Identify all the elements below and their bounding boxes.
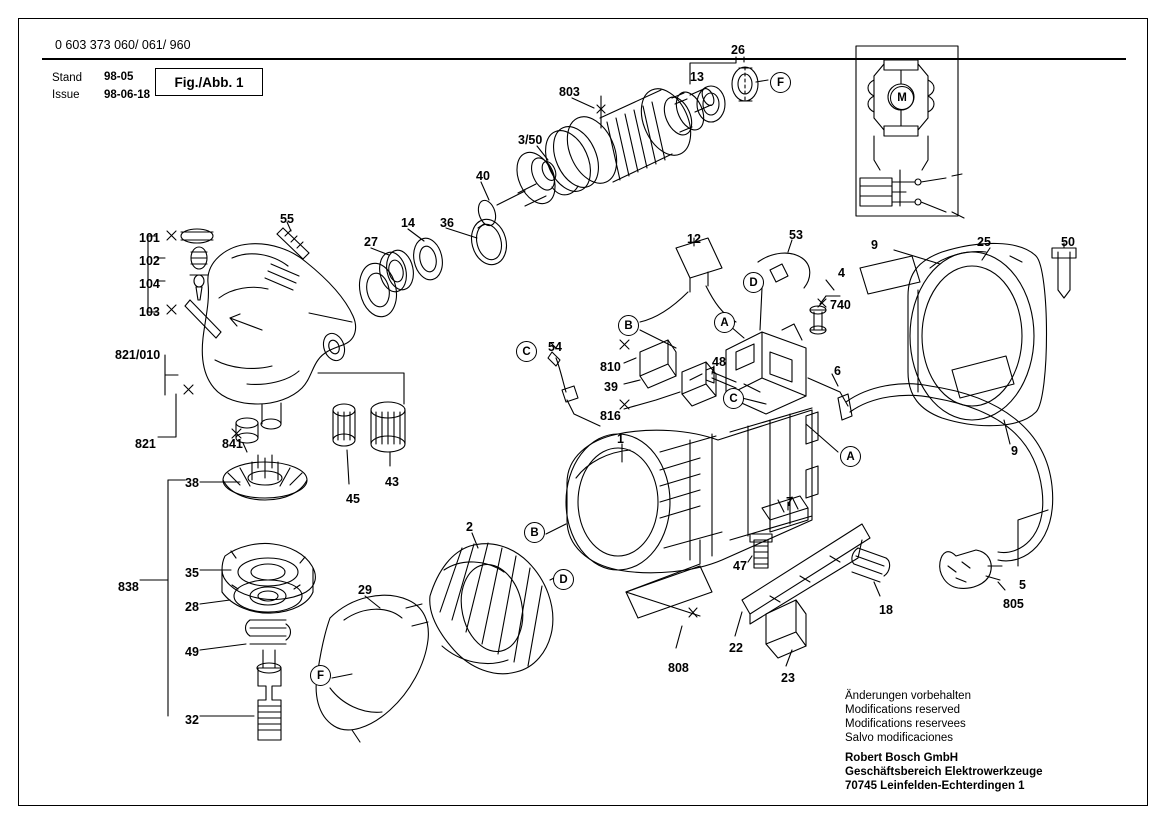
- footer-notes-line-4: Salvo modificaciones: [845, 732, 954, 744]
- callout-25: 25: [977, 235, 991, 249]
- stand-label: Stand: [52, 72, 83, 84]
- screw-marker-740: [818, 299, 826, 307]
- leader-816: [624, 392, 680, 409]
- company-address: 70745 Leinfelden-Echterdingen 1: [845, 780, 1025, 792]
- callout-39: 39: [604, 380, 618, 394]
- screw-48: [706, 367, 736, 388]
- label-9b: [952, 356, 1014, 398]
- rail-22: [742, 524, 870, 624]
- leader-27: [371, 248, 389, 255]
- callout-816: 816: [600, 409, 621, 423]
- bracket-23: [766, 600, 806, 658]
- callout-838: 838: [118, 580, 139, 594]
- leader-43-top: [318, 373, 404, 404]
- label-9a: [860, 256, 920, 294]
- callout-7: 7: [786, 495, 793, 509]
- leader-22: [735, 612, 742, 636]
- callout-740: 740: [830, 298, 851, 312]
- leader-841: [243, 443, 247, 452]
- leader-45: [347, 450, 349, 484]
- callout-803: 803: [559, 85, 580, 99]
- spindle-32: [257, 663, 281, 740]
- marker-M-schematic: M: [890, 86, 914, 110]
- leader-39: [624, 380, 640, 384]
- marker-B-lower: B: [524, 522, 545, 543]
- wire-54-b: [567, 400, 600, 426]
- footer-notes-line-3: Modifications reservees: [845, 718, 966, 730]
- callout-27: 27: [364, 235, 378, 249]
- callout-53: 53: [789, 228, 803, 242]
- bevel-gear-38: [223, 455, 307, 500]
- callout-50: 50: [1061, 235, 1075, 249]
- marker-F-lower: F: [310, 665, 331, 686]
- callout-5: 5: [1019, 578, 1026, 592]
- callout-29: 29: [358, 583, 372, 597]
- schematic-lead-a: [952, 174, 962, 176]
- callout-35: 35: [185, 566, 199, 580]
- power-cord: [838, 384, 1053, 589]
- leader-A2: [806, 424, 838, 452]
- spring-18: [852, 548, 890, 582]
- motor-housing-1: [566, 408, 818, 573]
- callout-4: 4: [838, 266, 845, 280]
- clamp-7: [762, 496, 808, 532]
- marker-A-upper: A: [714, 312, 735, 333]
- knob-45: [333, 404, 355, 446]
- leader-4: [826, 280, 840, 296]
- leader-9b: [1004, 420, 1010, 444]
- stator-2: [430, 543, 553, 674]
- callout-12: 12: [687, 232, 701, 246]
- callout-101: 101: [139, 231, 160, 245]
- fan-cover-29: [316, 595, 428, 742]
- callout-821-010: 821/010: [115, 348, 161, 362]
- bearing-27: [376, 248, 417, 295]
- sleeve-740: [810, 306, 826, 334]
- leader-14: [408, 229, 424, 241]
- leader-29: [365, 596, 380, 608]
- small-parts-stack: [167, 229, 221, 338]
- callout-49: 49: [185, 645, 199, 659]
- connector-53: [770, 264, 788, 282]
- bracket-821: [165, 355, 178, 395]
- footer-notes-line-2: Modifications reserved: [845, 704, 961, 716]
- bearing-plate-28: [222, 568, 313, 613]
- part-numbers: 0 603 373 060/ 061/ 960: [55, 38, 191, 52]
- ring-36: [467, 215, 512, 268]
- bracket-101-103: [148, 236, 157, 312]
- spring-49: [246, 620, 291, 668]
- screw-marker-821: [184, 385, 193, 394]
- washer-14: [410, 236, 446, 283]
- callout-14: 14: [401, 216, 415, 230]
- callout-26: 26: [731, 43, 745, 57]
- cover-25: [908, 243, 1047, 425]
- leader-49: [200, 644, 246, 650]
- leader-805: [998, 582, 1005, 590]
- leader-18: [874, 582, 880, 596]
- company-name: Robert Bosch GmbH: [845, 752, 959, 764]
- callout-48: 48: [712, 355, 726, 369]
- marker-F-top: F: [770, 72, 791, 93]
- callout-805: 805: [1003, 597, 1024, 611]
- callout-3-50: 3/50: [518, 133, 543, 147]
- leader-B1: [640, 330, 676, 348]
- callout-2: 2: [466, 520, 473, 534]
- leader-B2: [546, 524, 566, 534]
- brush-holder-39: [640, 340, 676, 388]
- capacitor-12: [640, 238, 736, 322]
- leader-810: [624, 358, 636, 363]
- callout-18: 18: [879, 603, 893, 617]
- screw-marker-810: [620, 340, 629, 349]
- bearing-cap-27b: [355, 260, 401, 320]
- callout-9-bottom: 9: [1011, 444, 1018, 458]
- leader-808-b: [626, 592, 700, 616]
- callout-32: 32: [185, 713, 199, 727]
- callout-40: 40: [476, 169, 490, 183]
- callout-28: 28: [185, 600, 199, 614]
- callout-102: 102: [139, 254, 160, 268]
- leader-D1: [760, 288, 762, 330]
- leader-C2: [742, 398, 766, 404]
- knob-43: [371, 402, 405, 452]
- leader-F2: [332, 674, 352, 678]
- wiring-schematic: [856, 46, 958, 216]
- leader-803: [572, 98, 594, 108]
- callout-55: 55: [280, 212, 294, 226]
- callout-23: 23: [781, 671, 795, 685]
- callout-9-top: 9: [871, 238, 878, 252]
- leader-40: [481, 182, 489, 200]
- callout-103: 103: [139, 305, 160, 319]
- marker-A-lower: A: [840, 446, 861, 467]
- callout-104: 104: [139, 277, 160, 291]
- washer-40: [475, 198, 498, 228]
- leader-821: [158, 394, 176, 437]
- callout-43: 43: [385, 475, 399, 489]
- wire-6: [808, 378, 848, 406]
- callout-47: 47: [733, 559, 747, 573]
- callout-808: 808: [668, 661, 689, 675]
- nameplate-label: [626, 566, 712, 618]
- callout-821: 821: [135, 437, 156, 451]
- screw-55: [277, 228, 309, 259]
- callout-22: 22: [729, 641, 743, 655]
- callout-36: 36: [440, 216, 454, 230]
- leader-47: [748, 556, 752, 562]
- callout-54: 54: [548, 340, 562, 354]
- gear-head-housing: [202, 244, 355, 429]
- marker-C-left: C: [516, 341, 537, 362]
- leader-housing: [309, 313, 352, 322]
- callout-13: 13: [690, 70, 704, 84]
- issue-value: 98-06-18: [104, 89, 151, 101]
- marker-C-right: C: [723, 388, 744, 409]
- marker-D-lower: D: [553, 569, 574, 590]
- callout-6: 6: [834, 364, 841, 378]
- leader-23: [786, 650, 792, 666]
- callout-1: 1: [617, 432, 624, 446]
- figure-label-box: Fig./Abb. 1: [155, 68, 263, 96]
- screw-50: [1052, 248, 1076, 298]
- marker-B-upper: B: [618, 315, 639, 336]
- leader-808: [676, 626, 682, 648]
- callout-810: 810: [600, 360, 621, 374]
- leader-25: [982, 248, 990, 260]
- callout-45: 45: [346, 492, 360, 506]
- issue-label: Issue: [52, 89, 80, 101]
- marker-D-upper: D: [743, 272, 764, 293]
- callout-841: 841: [222, 437, 243, 451]
- wire-53: [758, 253, 810, 288]
- company-division: Geschäftsbereich Elektrowerkzeuge: [845, 766, 1043, 778]
- stand-value: 98-05: [104, 71, 134, 83]
- leader-9a: [894, 250, 940, 264]
- footer-notes-line-1: Änderungen vorbehalten: [845, 690, 971, 702]
- callout-38: 38: [185, 476, 199, 490]
- leader-28: [200, 600, 230, 604]
